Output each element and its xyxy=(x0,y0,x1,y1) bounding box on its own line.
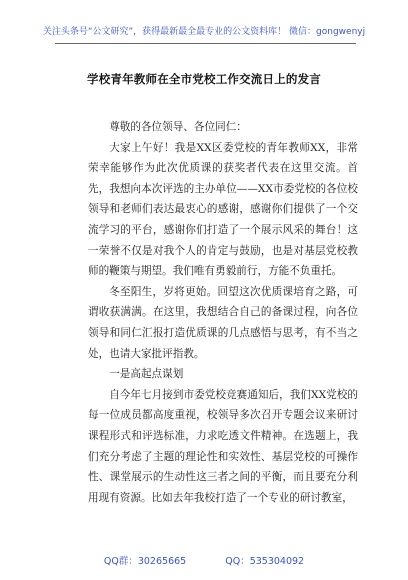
header-divider xyxy=(55,43,356,44)
document-body xyxy=(88,110,358,508)
greeting-line: 尊敬的各位领导、各位同仁： xyxy=(109,121,247,133)
footer-qq-number: QQ：535304092 xyxy=(225,556,305,567)
body-paragraph: 冬至阳生，岁将更始。回望这次优质课培育之路，可谓收获满满。在这里，我想结合自己的备课过程，向各位领导和同仁汇报打造优质课的几点感悟与思考，有不当之处，也请大家批评指教。 xyxy=(88,285,358,360)
header-promo-text: 关注头条号“公文研究”，获得最新最全最专业的公文资料库！ 微信：gongwenyj xyxy=(42,27,366,37)
body-paragraph: 自今年七月接到市委党校竞赛通知后，我们XX党校的每一位成员都高度重视，校领导多次召开专题会议来研讨课程形式和评选标准，力求吃透文件精神。在选题上，我们充分考虑了主题的理论性和实效性、基层党校的可操作性、课堂展示的生动性这三者之间的平衡，而且要充分利用现有资源。比如去年我校打造了一个专业的研讨教室， xyxy=(88,388,358,504)
document-title: 学校青年教师在全市党校工作交流日上的发言 xyxy=(87,72,321,86)
footer-qq-group: QQ群：30265665 xyxy=(103,556,187,567)
body-paragraph: 大家上午好！我是XX区委党校的青年教师XX，非常荣幸能够作为此次优质课的获奖者代表在这里交流。首先，我想向本次评选的主办单位——XX市委党校的各位校领导和老师们表达最衷心的感谢，感谢你们提供了一个交流学习的平台，感谢你们打造了一个展示风采的舞台！这一荣誉不仅是对我个人的肯定与鼓励，也是对基层党校教师的鞭策与期望。我们唯有勇毅前行，方能不负重托。 xyxy=(88,141,358,278)
section-heading: 一是高起点谋划 xyxy=(109,368,184,381)
footer xyxy=(0,553,408,567)
